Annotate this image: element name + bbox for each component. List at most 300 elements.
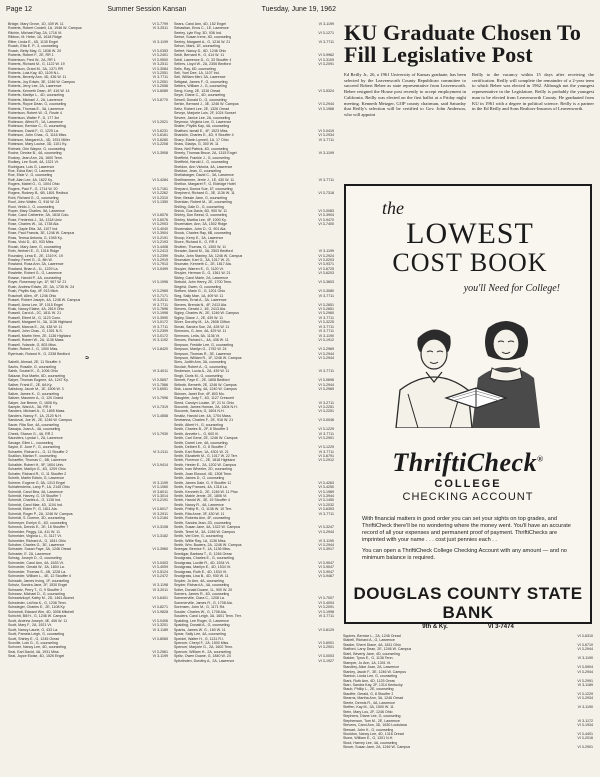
entry-name-address: Schmeyer, Evelyn G., 4D, counseling (8, 520, 68, 525)
entry-phone: VI 3-7566 (152, 382, 168, 387)
bank-advertisement (344, 184, 592, 630)
brand-logo (346, 448, 590, 478)
entry-phone: VI 3-2413 (152, 249, 168, 254)
entry-phone: VI 3-8129 (318, 627, 334, 632)
entry-name-address: Simmons, Leila, 5A, 1136 Vt. (174, 333, 221, 338)
entry-phone: VI 3-2934 (577, 696, 593, 701)
entry-name-address: Steffen, Kay M., 3A, 1500 W. 11 (343, 705, 394, 710)
entry-phone: VI 3-7696 (152, 307, 168, 311)
brand-name: ThriftiCheck (392, 448, 538, 477)
entry-name-address: Squires, Bernice L., 2A, 1245 Oread (343, 634, 401, 638)
entry-name-address: Smith, Willie Ray, 1A, 1136 Miss. (174, 538, 227, 543)
entry-name-address: Schrader, Susan Faye, 3A, 1246 Oread (8, 547, 71, 552)
entry-name-address: Scott, Nancy Laurie, G, 433 La. (8, 627, 59, 632)
ad-lowest: LOWEST (406, 217, 534, 250)
entry-name-address: Stevens, Carol Ann, 3D, 1630 Louisiana (343, 723, 407, 728)
directory-entry (174, 659, 334, 663)
entry-phone: VI 3-1229 (318, 445, 334, 450)
entry-name-address: Seidl, Lawrence D., G, 33 Stouffer 4 (174, 57, 232, 62)
entry-phone: VI 3-1350 (152, 200, 168, 205)
entry-name-address: Speidel, Walter H., G, 1131 R.I. (174, 636, 224, 641)
entry-name-address: Shumaker, Karl G., 3A, 1017 W. 21 (174, 258, 230, 263)
entry-name-address: Sharp, Edwin Lynnell, 1A, 17 Ohio (174, 137, 229, 142)
entry-phone: VI 3-8271 (152, 605, 168, 610)
entry-phone: VI 3-0406 (152, 618, 168, 623)
entry-name-address: Stockton, Nancy Lee, 4D, 1316 Oread (343, 731, 404, 736)
entry-name-address: Soller, Donald Duane, 1L, 900 W. 20 (174, 587, 233, 592)
entry-phone: VI 3-2091 (318, 605, 334, 610)
entry-name-address: Shepherd, Richard G., 3E, 1136 W. 11 (174, 191, 235, 196)
entry-phone: VI 3-2032 (318, 502, 334, 507)
entry-phone: VI 3-0003 (318, 654, 334, 659)
entry-phone: VI 3-5904 (577, 665, 593, 670)
entry-name-address: S (84, 355, 89, 361)
entry-phone: VI 3-9047 (318, 560, 334, 565)
entry-name-address: Smith, Terrel M., 3A, 1246 W. Campus (174, 529, 236, 534)
entry-phone: VI 3-8420 (152, 347, 168, 352)
entry-name-address: Spencer, Marjorie G., 2A, 1602 Tenn. (174, 645, 234, 650)
entry-phone: VI 3-2965 (152, 289, 168, 294)
entry-name-address: Schober, Charles G., 3E, Lawrence (8, 543, 65, 548)
entry-name-address: Schroeder, William L., 4E, 12 Stouffer 4 (8, 574, 71, 579)
entry-name-address: Shumate, Kenneth C., 2E, 1817 Ala. (174, 262, 232, 267)
entry-name-address: Sauer, Rita Sue, 4A, counseling (8, 422, 59, 427)
story-headline: KU Graduate Chosen To Fill Legislative Post (344, 20, 582, 67)
entry-name-address: Serkin, Bernard J., 3E, 1246 W. Campus (174, 102, 239, 107)
entry-name-address: Roberts, Robert F., 2E, RR 1 (8, 53, 54, 58)
entry-name-address: Slocomb, James Homan, 2A, 1604 N.H. (174, 404, 238, 409)
entry-name-address: Schmidt, Harvey, G, 19 Stouffer 7 (8, 494, 62, 499)
entry-phone: VI 3-7711 (318, 431, 334, 436)
entry-phone: VI 3-7711 (318, 137, 334, 142)
entry-name-address: Schroeder, Carol Ann, 4A, 1633 Vt. (8, 560, 64, 565)
entry-phone: VI 3-2969 (318, 347, 334, 352)
entry-phone: VI 3-1989 (318, 489, 334, 494)
entry-name-address: Snodgrass, Lucille R., 4D, 1534 Vt. (174, 560, 230, 565)
entry-phone: VI 3-3603 (318, 280, 334, 285)
entry-name-address: Sheldon, Jean, G, counseling (174, 168, 221, 173)
ad-copy (362, 516, 574, 566)
entry-name-address: Sandoval, Joe W., 2E, 1246 W. Campus (8, 418, 72, 423)
entry-name-address: Sehon, Mark, 1E, counseling (174, 44, 220, 49)
entry-name-address: Stadler, Sherri Diane, 4A, 1811 Ohio (343, 642, 401, 647)
entry-name-address: Schmidt, Carol Bea, 4A, Lawrence (8, 489, 63, 494)
entry-name-address: Shanklin, Charles E., 4D, 9 Stouffer 4 (174, 133, 234, 138)
entry-name-address: Schrag, Joseph D., G, counseling (8, 556, 62, 561)
entry-name-address: Seeley, Margaret A., G, 1216 W. 21 (174, 39, 231, 44)
entry-phone: VI 3-1190 (577, 656, 593, 661)
entry-phone: VI 3-4004 (318, 600, 334, 605)
entry-phone (166, 352, 168, 356)
entry-name-address: Roberts, Marilyn L., 4D, counseling (8, 93, 64, 98)
entry-phone: VI 3-7930 (152, 431, 168, 436)
entry-phone: VI 3-2011 (152, 587, 168, 592)
bank-signature (346, 584, 590, 630)
entry-name-address: Sibley, Carol Marie, 2A, Lawrence (174, 275, 229, 280)
entry-name-address: Scott, Pamela Leigh, G, counseling (8, 632, 65, 637)
entry-phone: VI 3-2251 (318, 404, 334, 409)
brand-trademark: ® (537, 454, 544, 464)
entry-phone: VI 3-2111 (152, 449, 168, 454)
entry-name-address: Roth, Herbert E., G, 1016 Ridge (8, 249, 60, 254)
entry-name-address: Siebold, John Henry, 2E, 1700 Tenn. (174, 280, 233, 285)
entry-phone: VI 3-5124 (152, 569, 168, 574)
entry-phone: VI 3-2262 (152, 191, 168, 196)
entry-phone: VI 3-2969 (318, 387, 334, 392)
entry-phone: VI 3-6280 (152, 137, 168, 142)
entry-phone: VI 3-2651 (318, 302, 334, 307)
entry-phone: VI 3-3247 (318, 525, 334, 530)
entry-name-address: Roberts, Kenneth Dean, 4F, 416 W. 14 (8, 88, 70, 93)
entry-name-address: Sirlboth, Berneth, 2E, 1246 W. Campus (174, 382, 237, 387)
entry-name-address: Seal, Joyce Eloise, 4D, 1526 Engel (8, 654, 65, 659)
entry-phone: VI 3-0499 (152, 266, 168, 271)
entry-name-address: Roof, John Walter, G, 916 W. 24 (8, 200, 60, 205)
entry-name-address: Stanton, Linda Lee, G, counseling (343, 674, 398, 679)
entry-name-address: Sanders, Michael A., G, 1805 Mass. (8, 409, 66, 414)
entry-name-address: Smith, Susan Jane, 4A, 1322 W. Campus (174, 525, 241, 530)
entry-phone: VI 3-3182 (152, 534, 168, 539)
entry-phone: VI 3-9047 (318, 569, 334, 574)
entry-phone: VI 3-2016 (577, 736, 593, 741)
entry-name-address: Sigley, Charles W., 2E, 1246 W. Campus (174, 311, 240, 316)
entry-phone: VI 3-2051 (152, 70, 168, 75)
entry-phone: VI 3-3201 (152, 623, 168, 628)
entry-name-address: Ritter, Linda E., 4D, 1130 Engel (8, 39, 59, 44)
entry-phone: VI 3-0403 (152, 560, 168, 565)
entry-name-address: Sigley, Diane J., 2E, 439 W. 11 (174, 315, 224, 320)
entry-name-address: Sisk, Laura Wray, 4A, 1240 W. Campus (174, 387, 237, 392)
entry-name-address: Sieg, Sally Mae, 1A, 409 W. 11 (174, 293, 224, 298)
entry-name-address: Smith, Rita Anne, 3F, 430 W. 11 (174, 511, 225, 516)
ad-copy-paragraph: With financial matters in good order you can set your sights on top grades, and ThriftiCheck there'll be no wondering where the money went. You'll have an accurate record of all your expenses and permanent proof of payment. ThriftiChecks are imprinted with your name . . . cost just pennies each . . (362, 516, 571, 543)
entry-name-address: Saltze, James K., G, counseling (8, 391, 59, 396)
entry-phone: VI 3-3014 (152, 494, 168, 499)
entry-phone: VI 3-7711 (152, 75, 168, 80)
entry-phone (89, 356, 91, 360)
bank-name: DOUGLAS COUNTY STATE BANK (353, 584, 583, 622)
page-number: Page 12 (6, 6, 33, 13)
entry-name-address: Roberts, Thomas E., 3A, Lawrence (8, 106, 64, 111)
entry-phone: VI 3-1998 (152, 311, 168, 316)
entry-phone: VI 3-2711 (318, 400, 334, 405)
entry-phone: VI 3-0046 (318, 418, 334, 423)
entry-phone: VI 3-1271 (318, 30, 334, 35)
entry-name-address: Spiltz, Owen Duane, G, 1840 W. 24 (174, 654, 231, 659)
entry-name-address: Schwalb, James Irving, 1F, counseling (8, 578, 69, 583)
entry-name-address: Shoemaker, John D., G, 901 Ala. (174, 226, 227, 231)
entry-name-address: Schmidt, S. Dorene, 3D, counseling (8, 516, 65, 521)
entry-phone: VI 3-3960 (152, 547, 168, 552)
entry-phone: VI 3-6231 (152, 128, 168, 133)
entry-phone: VI 3-2091 (318, 62, 334, 67)
entry-phone: VI 3-2960 (318, 311, 334, 316)
entry-phone: VI 3-2051 (152, 79, 168, 84)
entry-phone: VI 3-4558 (152, 413, 168, 418)
entry-name-address: Schwieder, LaVina K., G, 1236 Tenn. (8, 600, 67, 605)
entry-phone: VI 3-3198 (152, 525, 168, 530)
entry-name-address: Smaltz, Harold Lee, 4A, 1704 Mass. (174, 413, 232, 418)
entry-phone: VI 3-2511 (152, 26, 168, 31)
entry-name-address: Simmons, G. Ann, 4A, 429 W. 11 (174, 329, 227, 334)
entry-phone: VI 3-6770 (152, 97, 168, 102)
entry-name-address: Scherer, Eugene G, 5A, 1313 Engel (8, 480, 66, 485)
entry-name-address: Schmidt, Elden P., G, 1811 Ala. (8, 507, 58, 512)
entry-name-address: Schroeder, Gerald W., 3A, 1804 La. (8, 565, 65, 570)
entry-phone: VI 3-7711 (318, 293, 334, 298)
entry-name-address: Salyer, Joe Beene, G, 1606 Ky. (8, 400, 58, 405)
entry-phone: VI 3-2944 (318, 382, 334, 387)
entry-phone: VI 3-1229 (318, 427, 334, 432)
entry-phone: VI 3-9470 (318, 217, 334, 222)
entry-name-address: Roberts, Richard M., G, 1122 W. 19 (8, 62, 65, 67)
entry-name-address: Shilling, Gale D., G, counseling (174, 204, 224, 209)
entry-name-address: Robertson, Walter F., D, 177 3rd (8, 115, 60, 120)
entry-name-address: Stalder, Tyrus E., G, 1136 Tenn. (343, 656, 394, 661)
entry-name-address: Salisbury, Jacob M., 1E, 1506 W. 3 (8, 387, 64, 392)
entry-phone: VI 3-2903 (152, 222, 168, 227)
entry-phone: VI 3-2944 (318, 543, 334, 548)
entry-name-address: Smith, James Dale, G, 9 Stouffer 12 (174, 480, 232, 485)
entry-name-address: Roche, Denise B., 4A, counseling (8, 151, 62, 156)
entry-name-address: Stauffer, Gerald, G, 8 Stouffer 3 (343, 691, 394, 696)
entry-name-address: Smith, Hester E., 2A, 1202 W. Campus (174, 462, 237, 467)
story-paragraph: Bebee resigned the House post recently to accept employment in California. Reilly was elected on the first ballot at a Friday night meeting. Kenneth Metzger, GOP county chairman, said Saturday that Reilly's selection will be certified to Gov. John Anderson, who will appoint (344, 89, 466, 117)
entry-name-address: Shafford, Ismail E., 4F, 1523 Miss. (174, 128, 229, 133)
entry-phone: VI 3-7711 (152, 302, 168, 307)
entry-name-address: Rose, Carol Catherine, 3A, 1818 Colo. (8, 213, 70, 218)
entry-name-address: Smith, Florence C., 2E, 1818 Highland (174, 458, 236, 463)
brand-checking-account: CHECKING ACCOUNT (402, 491, 534, 503)
story-paragraph: Although not the youngest representative in the Legislature, Reilly is probably the youngest man to be elected from Leavenworth County. He graduated from KU in 1961 with a degree in political science. Reilly is a partner in the Ed Reilly and Sons Realtors-Insurors of Leavenworth. (472, 83, 594, 112)
entry-name-address: Steele, Dennis R., 4A, Lawrence (343, 700, 395, 705)
entry-phone: VI 3-6203 (318, 271, 334, 276)
entry-name-address: Roberts, Royce Dean, G, counseling (8, 102, 67, 107)
entry-name-address: Schlafersteins, Larry P., 1A, 2145 Ohio (8, 485, 70, 490)
entry-name-address: Ribbon, M. Hebe, 1A, 1618 Ridge (8, 35, 62, 40)
entry-name-address: Rose, Gayle Etta, 3A, 1107 Ind. (8, 226, 59, 231)
entry-phone: VI 3-2651 (318, 307, 334, 311)
entry-name-address: Slaughter, Judy T., 4D, 1127 Crescent (174, 396, 235, 401)
entry-name-address: Rockey, Jean Ann, 2A, 1600 Tenn. (8, 155, 63, 160)
entry-phone: VI 3-1199 (152, 654, 168, 659)
entry-name-address: Roush, Mary Jane, G, counseling (8, 244, 62, 249)
entry-phone: VI 3-6076 (152, 217, 168, 222)
entry-phone: VI 3-7711 (318, 369, 334, 374)
entry-name-address: Schwartz, Perry T., G, 9 Stouffer 3 (8, 587, 63, 592)
entry-name-address: Smith, Delbert E., G, 8 Stouffer 3 (174, 445, 227, 450)
entry-name-address: Sabelli, Ahmad, 2E, 11 Stouffer 4 (8, 360, 61, 365)
entry-name-address: Shea, Neil Patrick, 4D, counseling (174, 146, 229, 151)
entry-name-address: Shirck, Gus Davis, 6D, 900 W. 11 (174, 209, 228, 214)
entry-name-address: Robinson, Bernice C., G, counseling (8, 124, 66, 129)
entry-name-address: Simak, Sandra Sue, 2A, 428 W. 11 (174, 324, 230, 329)
entry-phone: VI 3-6089 (152, 88, 168, 93)
entry-phone: VI 3-2944 (577, 669, 593, 674)
entry-name-address: Smith, James D., G, counseling (174, 476, 225, 481)
story-paragraph: Ed Reilly Jr., 26, a 1961 University of Kansas graduate, has been selected by the Leavenworth County Republican committee to succeed Robert Bebee as state representative from Leavenworth. (344, 72, 466, 89)
entry-phone: VI 3-6051 (152, 387, 168, 392)
entry-phone: VI 3-6076 (152, 213, 168, 218)
entry-name-address: Sawaya, Joan A., 4A, counseling (8, 427, 61, 432)
entry-name-address: Shirley, Don Beeal, G, counseling (174, 213, 228, 218)
entry-name-address: Shuyler, Herman G., G, 1361 W. 21 (174, 271, 231, 276)
entry-phone: VI 3-6725 (318, 266, 334, 271)
entry-name-address: Skinner, Janet Eve, 4F, 803 Mo. (174, 391, 225, 396)
entry-phone: VI 3-9371 (318, 262, 334, 267)
entry-phone: VI 3-2511 (152, 62, 168, 67)
entry-name-address: Roe, Edna Earl, G, Lawrence (8, 168, 55, 173)
entry-name-address: Roberts, Michael J., 2A, Lawrence (8, 97, 63, 102)
entry-phone: VI 3-2901 (318, 645, 334, 650)
entry-phone: VI 3-7711 (152, 324, 168, 329)
entry-name-address: Schichtl, Bill H., G, 1246 W. Campus (8, 614, 67, 619)
ad-cost-book: COST BOOK (392, 248, 548, 277)
entry-name-address: Simpson, Marilyn G., 1752 W. 24 (174, 347, 227, 352)
entry-name-address: Souders, Carol Leigh, 3A, 1601 Tenn. Terr. (174, 614, 242, 619)
entry-name-address: Stearns, Martha Ann, 3A, 1246 Oread (343, 696, 404, 701)
entry-name-address: Sewell, Donald D., G, counseling (174, 97, 227, 102)
entry-name-address: Schrader, E. 2A, Lawrence (8, 551, 51, 556)
entry-phone: VI 3-1172 (577, 718, 593, 723)
entry-phone: VI 3-7318 (318, 191, 334, 196)
students-illustration (370, 298, 570, 428)
entry-name-address: Salazar, Eva Martin, 6D, counseling (8, 373, 65, 378)
entry-phone: VI 3-4009 (152, 565, 168, 570)
entry-phone: VI 3-7711 (318, 324, 334, 329)
entry-phone: VI 3-1189 (152, 627, 168, 632)
entry-name-address: Sheffield, Frankie J., G, counseling (174, 155, 230, 160)
entry-name-address: Seeley, Lyle Roy, 3D, 936 Ind. (174, 30, 222, 35)
entry-name-address: Rowland, Rosa Ann, 3A, Lawrence (8, 262, 64, 267)
entry-name-address: Stephenson, Tom M., 2E, Lawrence (343, 718, 400, 723)
entry-phone: VI 3-2193 (152, 240, 168, 245)
entry-name-address: Schwindt, Edward Wm, 4D, 3006 Mitchell (8, 609, 74, 614)
directory-entry (343, 745, 593, 749)
entry-phone: VI 3-0696 (318, 378, 334, 383)
entry-phone: VI 3-1229 (577, 691, 593, 696)
entry-phone: VI 3-7996 (152, 396, 168, 401)
entry-name-address: Snodgrass, Charles E., G, counseling (174, 556, 234, 561)
entry-name-address: Sinnett, Faye E., 2E, 1808 Bedford (174, 378, 230, 383)
entry-name-address: Sheldon, Ann Victoria, 4A, Lawrence (174, 164, 233, 169)
entry-name-address: Stein, Mary Lou, 2F, 1246 Ohio (343, 709, 393, 714)
entry-name-address: Rush, Andrew Edwin, 2E, 3A, 1735 W. 24 (8, 284, 75, 289)
entry-name-address: Rohl, Richard G., G, counseling (8, 195, 59, 200)
entry-phone: VI 3-2919 (152, 258, 168, 263)
entry-name-address: Rodriguez, Luis G, Lawrence (8, 164, 55, 169)
entry-phone: VI 3-6011 (152, 489, 168, 494)
entry-phone: VI 3-2912 (318, 458, 334, 463)
entry-name-address: Shultz, John Stanley, 3A, 1246 W. Campus (174, 253, 243, 258)
entry-name-address: Schmidt, Charles A., G, 1136 Ind. (8, 498, 62, 503)
entry-name-address: Simpson, Freddie Lee, G, counseling (174, 342, 234, 347)
entry-name-address: Rose, Frederick J., 3A, 1318 Univ. (8, 217, 63, 222)
entry-name-address: Shelton, Margaret F., G, Eldridge Hotel (174, 182, 236, 187)
entry-name-address: Smith, Earl Rober, 1A, 4301 W. 21 (174, 449, 229, 454)
entry-name-address: Smith, Darrel Lee, 4A, counseling (174, 440, 228, 445)
entry-name-address: Russell, Yolande, G, 803 Miss. (8, 342, 57, 347)
entry-phone: VI 3-7319 (152, 404, 168, 409)
entry-name-address: Shrader, David M., 3A, 2503 Bedford (174, 249, 233, 254)
entry-phone: VI 3-8065 (152, 636, 168, 641)
entry-phone: VI 3-3080 (318, 289, 334, 294)
entry-phone: VI 3-2251 (318, 409, 334, 414)
entry-name-address: Roper, Mary Charles, 5A, Lawrence (8, 209, 65, 214)
entry-phone: VI 3-7171 (152, 293, 168, 298)
entry-name-address: Robertson, Fred W., 2A, RR 1 (8, 57, 56, 62)
entry-name-address: Roff, Alan Lee, 4A, 1622 Ky. (8, 177, 53, 182)
entry-phone: VI 3-1199 (318, 249, 334, 254)
entry-name-address: Smith, Roberta Ann, 4F, counseling (174, 516, 231, 521)
entry-name-address: Spalding, Donald A., G, counseling (174, 623, 230, 628)
entry-phone: VI 3-2208 (152, 142, 168, 147)
entry-name-address: Sievers, Gerald J., 4E, 2413 Ala. (174, 307, 226, 311)
entry-phone: VI 3-6161 (152, 133, 168, 138)
entry-name-address: Silver, Dorothy M., 1A, 2608 Clifton (174, 320, 230, 325)
entry-phone: VI 3-1190 (318, 538, 334, 543)
entry-phone: VI 3-2991 (577, 678, 593, 683)
entry-name-address: Seng, Kong, 2E, 1316 Oread (174, 88, 221, 93)
entry-name-address: Snyder, Jo Ann, 4A, counseling (174, 578, 224, 583)
entry-name-address: Standley, Alice Joan, 2A, Lawrence (343, 665, 400, 670)
entry-phone: VI 3-4408 (152, 244, 168, 249)
entry-name-address: Roberts, Beverly Ann, 4D, 436 W. 11 (8, 75, 67, 80)
entry-name-address: Sahib, Soubel K., G, 1006 Ohio (8, 369, 59, 374)
entry-phone: VI 3-3904 (318, 213, 334, 218)
entry-name-address: Shoemaker, Ann, 3A, 1502 Ridge (174, 222, 228, 227)
entry-phone: VI 3-6310 (577, 634, 593, 638)
entry-name-address: Rogers, Rodney B., 6B, 1801 Redbud (8, 191, 69, 196)
entry-name-address: Simpson, William R., 1F, 1246 W. Campus (174, 355, 242, 360)
entry-name-address: Stewart, John K., G, counseling (343, 727, 394, 732)
entry-phone: VI 3-2191 (152, 235, 168, 240)
entry-phone: VI 3-1198 (152, 583, 168, 588)
entry-name-address: Robertson, Grant M., 3A, 1371 RR (8, 66, 64, 71)
entry-name-address: Stover, Susan Jane, 2A, 1246 W. Campus (343, 745, 411, 750)
entry-name-address: Sheffield, Harold J., G, counseling (174, 160, 229, 165)
entry-phone: VI 3-1927 (318, 658, 334, 663)
entry-phone: VI 3-2561 (152, 649, 168, 654)
entry-name-address: Shotten, Thomas, G, 1300 W. 11 (174, 244, 227, 249)
entry-phone: VI 3-3908 (152, 151, 168, 156)
bank-address: 9th & Ky. (422, 624, 448, 630)
entry-phone: VI 3-2944 (318, 351, 334, 356)
entry-phone: VI 3-3944 (318, 494, 334, 499)
entry-name-address: Bridge, Mary Grove, 1D, 439 W. 11 (8, 22, 64, 26)
entry-name-address: Sell, Yuel Dee, 1A, 1107 Ind. (174, 70, 220, 75)
entry-phone: VI 3-9500 (152, 57, 168, 62)
entry-name-address: Slocomb, Sandra, G, 1604 N.H. (174, 409, 225, 414)
story-column-2 (472, 72, 594, 118)
entry-name-address: Schutz, Sondra Jane, 2F, 1530 Engel (8, 583, 68, 588)
ad-tagline: you'll Need for College! (463, 283, 560, 294)
entry-name-address: Smith, Annette L., G, 600 Ill. (174, 431, 219, 436)
entry-name-address: Smith, Kenneth D., 2E, 1246 W. 11 Phw. (174, 489, 239, 494)
entry-name-address: Sleed, Carolyn Louise, 1F, 21 N. Ohio (174, 400, 235, 405)
entry-phone: VI 3-2944 (318, 102, 334, 107)
entry-phone: VI 3-4284 (152, 177, 168, 182)
story-body (344, 72, 594, 118)
entry-name-address: Smith, Verl Dee, G, counseling (174, 534, 223, 539)
directory-column-1 (8, 22, 168, 767)
entry-name-address: Stark, Ruth Ann, 4D, 1125 Oread (343, 678, 396, 683)
entry-phone: VI 3-1199 (152, 480, 168, 485)
entry-phone: VI 3-7711 (318, 39, 334, 44)
entry-phone: VI 3-4011 (152, 369, 168, 374)
entry-name-address: Stabell, Richard A., G, Lawrence (343, 638, 395, 643)
entry-name-address: Robinson, David F., G, 1225 La. (8, 128, 59, 133)
